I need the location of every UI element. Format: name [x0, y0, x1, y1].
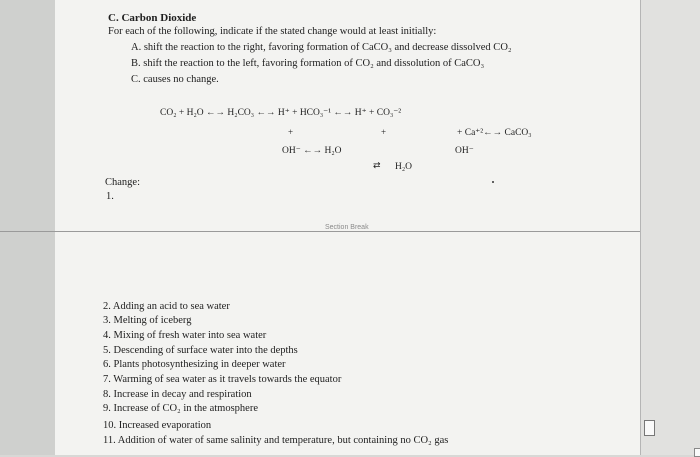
list-item: 9. Increase of CO₂ in the atmosphere: [103, 403, 258, 414]
list-item: 11. Addition of water of same salinity and temperature, but containing no CO₂ gas: [103, 435, 449, 446]
option-b: B. shift the reaction to the left, favoring formation of CO₂ and dissolution of CaCO₃: [131, 58, 485, 69]
list-item: 6. Plants photosynthesizing in deeper water: [103, 359, 286, 370]
right-margin: [640, 0, 700, 455]
equation-plus-1: +: [288, 127, 294, 137]
equilibrium-arrow-icon: ⇄: [373, 161, 381, 171]
list-item: 7. Warming of sea water as it travels towards the equator: [103, 374, 342, 385]
answer-checkbox[interactable]: [644, 420, 655, 436]
equation-oh-water: OH⁻ ←→ H₂O: [282, 146, 342, 156]
section-break-label: Section Break: [325, 224, 369, 231]
option-a: A. shift the reaction to the right, favoring formation of CaCO₃ and decrease dissolved CO₂: [131, 42, 512, 53]
section-title: C. Carbon Dioxide: [108, 12, 197, 24]
equation-main: CO₂ + H₂O ←→ H₂CO₃ ←→ H⁺ + HCO₃⁻¹ ←→ H⁺ + CO₃⁻²: [160, 108, 402, 118]
list-item: 10. Increased evaporation: [103, 420, 212, 431]
equation-calcium: + Ca⁺²←→ CaCO₃: [457, 128, 532, 138]
option-c: C. causes no change.: [131, 74, 219, 85]
stray-dot: [492, 181, 494, 183]
list-item: 3. Melting of iceberg: [103, 315, 192, 326]
list-item: 2. Adding an acid to sea water: [103, 301, 230, 312]
instruction-text: For each of the following, indicate if the stated change would at least initially:: [108, 26, 437, 37]
equation-oh: OH⁻: [455, 146, 474, 156]
list-item: 5. Descending of surface water into the depths: [103, 345, 298, 356]
corner-checkbox[interactable]: [694, 448, 700, 457]
change-item-1: 1.: [106, 191, 114, 202]
equation-h2o: H₂O: [395, 162, 413, 172]
section-break-line: [0, 231, 640, 232]
equation-plus-2: +: [381, 127, 387, 137]
list-item: 8. Increase in decay and respiration: [103, 389, 252, 400]
left-margin: [0, 0, 55, 455]
list-item: 4. Mixing of fresh water into sea water: [103, 330, 267, 341]
change-label: Change:: [105, 177, 140, 188]
page-edge-line: [640, 0, 641, 455]
